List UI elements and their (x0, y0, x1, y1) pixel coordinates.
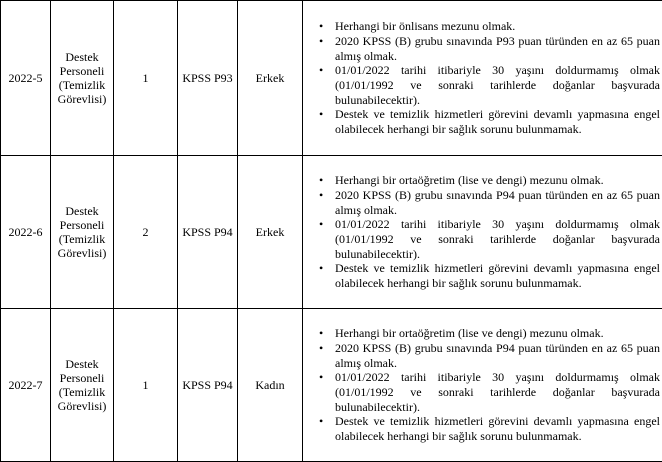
position-title: Destek Personeli (Temizlik Görevlisi) (51, 1, 114, 156)
requirements-list (305, 173, 660, 291)
requirements-list (305, 19, 660, 137)
list-item: • Destek ve temizlik hizmetleri görevini devamlı yapmasına engel olabilecek herhangi bir sağlık sorunu bulunmamak. (335, 107, 660, 136)
list-item: • 2020 KPSS (B) grubu sınavında P94 puan türünden en az 65 puan almış olmak. (335, 188, 660, 217)
list-item: • Destek ve temizlik hizmetleri görevini devamlı yapmasına engel olabilecek herhangi bir sağlık sorunu bulunmamak. (335, 414, 660, 443)
list-item: • 2020 KPSS (B) grubu sınavında P94 puan türünden en az 65 puan almış olmak. (335, 341, 660, 370)
list-item: • Herhangi bir ortaöğretim (lise ve dengi) mezunu olmak. (335, 326, 660, 341)
kpss-score-type: KPSS P93 (178, 1, 238, 156)
gender: Erkek (238, 156, 303, 309)
kpss-score-type: KPSS P94 (178, 156, 238, 309)
list-item: • Herhangi bir ortaöğretim (lise ve dengi) mezunu olmak. (335, 173, 660, 188)
list-item: • 2020 KPSS (B) grubu sınavında P93 puan türünden en az 65 puan almış olmak. (335, 34, 660, 63)
list-item: • 01/01/2022 tarihi itibariyle 30 yaşını doldurmamış olmak (01/01/1992 ve sonraki tarihlerde doğanlar başvurada bulunabilecektir). (335, 217, 660, 261)
position-count: 1 (114, 309, 178, 462)
list-item: • Herhangi bir önlisans mezunu olmak. (335, 19, 660, 34)
position-code: 2022-7 (1, 309, 51, 462)
position-count: 2 (114, 156, 178, 309)
position-code: 2022-6 (1, 156, 51, 309)
list-item: • 01/01/2022 tarihi itibariyle 30 yaşını doldurmamış olmak (01/01/1992 ve sonraki tarihlerde doğanlar başvurada bulunabilecektir). (335, 370, 660, 414)
kpss-score-type: KPSS P94 (178, 309, 238, 462)
list-item: • Destek ve temizlik hizmetleri görevini devamlı yapmasına engel olabilecek herhangi bir sağlık sorunu bulunmamak. (335, 261, 660, 290)
position-title: Destek Personeli (Temizlik Görevlisi) (51, 156, 114, 309)
table-row (1, 309, 662, 462)
requirements-list (305, 326, 660, 444)
requirements-cell (303, 309, 662, 462)
table-row (1, 156, 662, 309)
position-count: 1 (114, 1, 178, 156)
gender: Erkek (238, 1, 303, 156)
gender: Kadın (238, 309, 303, 462)
list-item: • 01/01/2022 tarihi itibariyle 30 yaşını doldurmamış olmak (01/01/1992 ve sonraki tarihlerde doğanlar başvurada bulunabilecektir). (335, 63, 660, 107)
requirements-cell (303, 1, 662, 156)
position-title: Destek Personeli (Temizlik Görevlisi) (51, 309, 114, 462)
table-row (1, 1, 662, 156)
requirements-cell (303, 156, 662, 309)
position-code: 2022-5 (1, 1, 51, 156)
